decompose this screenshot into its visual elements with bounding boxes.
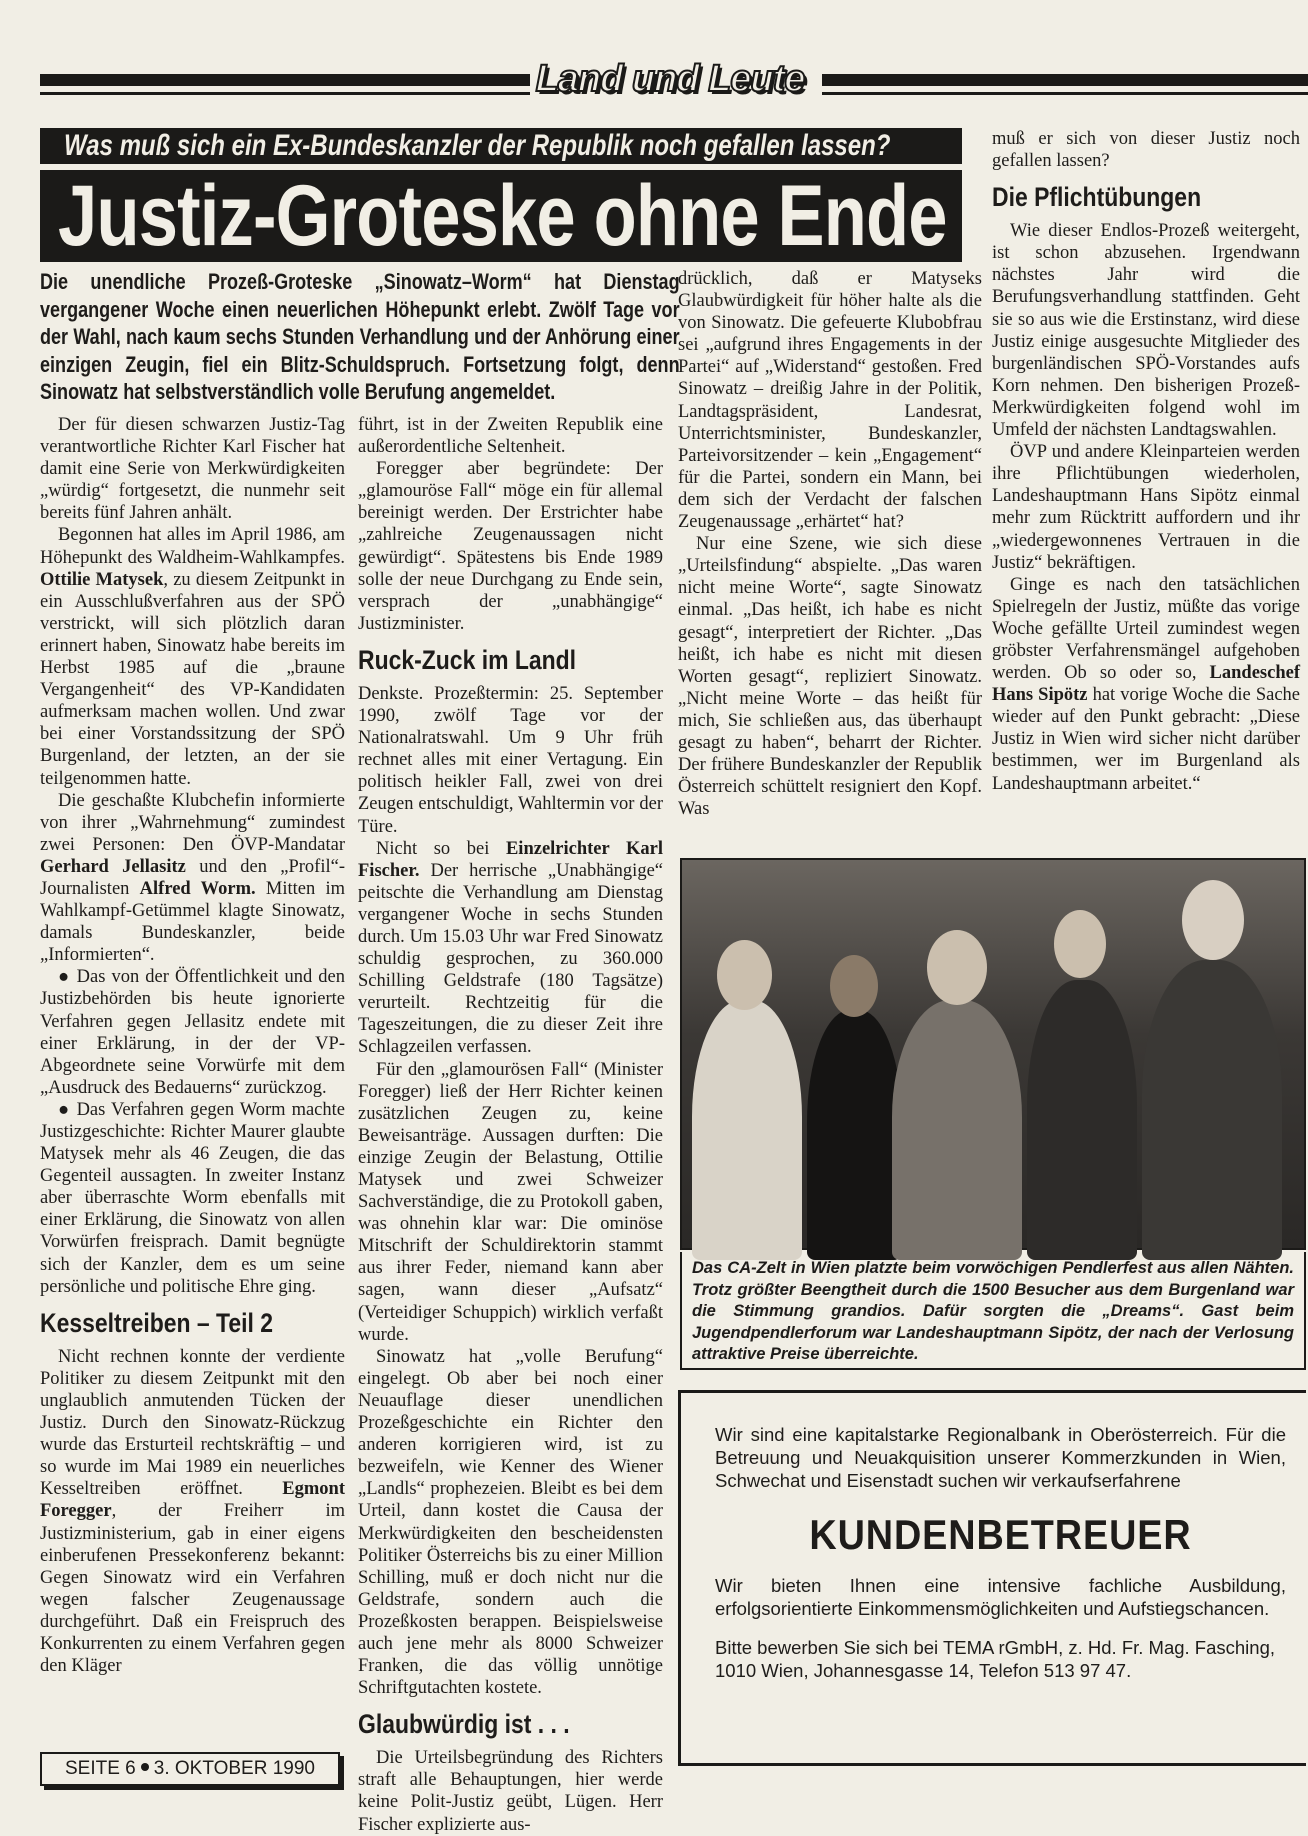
person-head: [717, 940, 772, 1010]
article-paragraph: [40, 966, 345, 1099]
news-photo: [680, 858, 1306, 1250]
text-run: ● Das von der Öffentlichkeit und den Justizbehörden bis heute ignorierte Verfahren gegen Jellasitz endete mit einer Erklärung, in der der VP-Abgeordnete seine Vorwürfe mit dem „Ausdruck des Bedauerns“ zurückzog.: [40, 967, 345, 1098]
subheading: Die Pflichtübungen: [992, 182, 1202, 213]
text-run: Foregger aber begründete: Der „glamouröse Fall“ möge ein für allemal bereinigt werden. Der Erstrichter habe „zahlreiche Zeugenaussagen nicht gewürdigt“. Spätestens bis Ende 1989 solle der neue Durchgang zu Ende sein, versprach der „unabhängige“ Justizminister.: [358, 459, 663, 634]
kicker-bar: [40, 128, 962, 164]
person-figure: [807, 1010, 902, 1260]
article-paragraph: [40, 1099, 345, 1298]
issue-date: 3. OKTOBER 1990: [153, 1758, 315, 1779]
header-rule-right: [822, 74, 1308, 86]
article-paragraph: [358, 1346, 663, 1700]
article-column-2: [358, 414, 663, 1835]
bullet-icon: [141, 1763, 149, 1771]
person-figure: [692, 1000, 802, 1260]
person-figure: [892, 1000, 1022, 1260]
article-paragraph: [992, 220, 1300, 441]
lead-paragraph: Die unendliche Prozeß-Groteske „Sinowatz–Worm“ hat Dienstag vergangener Woche einen neuerlichen Höhepunkt erlebt. Zwölf Tage vor der Wahl, nach kaum sechs Stunden Verhandlung und der Anhörung einer einzigen Zeugin, fiel ein Blitz-Schuldspruch. Fortsetzung folgt, denn Sinowatz hat selbstverständlich volle Berufung angemeldet.: [40, 269, 680, 405]
text-run: Nicht rechnen konnte der verdiente Politiker zu diesem Zeitpunkt mit den unglaublich anmutenden Tücken der Justiz. Durch den Sinowatz-Rückzug wurde das Ersturteil rechtskräftig – und so wurde im Mai 1989 ein neuerliches Kesseltreiben eröffnet.: [40, 1346, 345, 1500]
header-rule-left: [40, 74, 530, 86]
text-run: Der für diesen schwarzen Justiz-Tag verantwortliche Richter Karl Fischer hat damit eine Serie von Merkwürdigkeiten „würdig“ fortgesetzt, die nunmehr seit bereits fünf Jahren anhält.: [40, 415, 345, 524]
ad-contact: Bitte bewerben Sie sich bei TEMA rGmbH, z. Hd. Fr. Mag. Fasching, 1010 Wien, Johannesgasse 14, Telefon 513 97 47.: [715, 1637, 1276, 1681]
text-run: Ginge es nach den tatsächlichen Spielregeln der Justiz, müßte das vorige Woche gefällte Urteil zumindest wegen gröbster Verfahrensmängel aufgehoben werden. Ob so oder so,: [992, 574, 1300, 684]
article-paragraph: [678, 533, 982, 820]
person-figure: [1142, 960, 1282, 1260]
article-column-4: [992, 128, 1300, 848]
person-head: [1182, 880, 1244, 960]
page-number: SEITE 6: [65, 1758, 136, 1779]
text-run: , der Freiherr im Justizministerium, gab in einer eigens einberufenen Pressekonferenz bekannt: Gegen Sinowatz wird ein Verfahren wegen falscher Zeugenaussage durchgeführt. Daß ein Freispruch des Konkurrenten zu einem Verfahren gegen den Kläger: [40, 1501, 345, 1677]
kicker-text: Was muß sich ein Ex-Bundeskanzler der Republik noch gefallen lassen?: [64, 129, 891, 162]
headline-bar: [40, 170, 962, 262]
section-logo: Land und Leute: [535, 58, 805, 100]
text-run: und den „Profil“-Journalisten: [40, 856, 345, 899]
article-paragraph: [40, 524, 345, 789]
bold-name: Alfred Worm.: [139, 878, 256, 899]
article-column-1: [40, 414, 345, 1749]
article-paragraph: [40, 790, 345, 967]
text-run: Der herrische „Unabhängige“ peitschte die Verhandlung am Dienstag vergangener Woche in sechs Stunden durch. Um 15.03 Uhr war Fred Sinowatz schuldig gesprochen, zu 360.000 Schilling Geldstrafe (180 Tagsätze) verurteilt. Rechtzeitig für die Tageszeitungen, die zu dieser Zeit ihre Schlagzeilen verfassen.: [358, 860, 663, 1058]
article-paragraph: [358, 1747, 663, 1835]
bold-name: Landeschef Hans Sipötz: [992, 663, 1300, 706]
text-run: Nur eine Szene, wie sich diese „Urteilsfindung“ abspielte. „Das waren nicht meine Worte“, sagte Sinowatz einmal. „Das heißt, ich habe es nicht gesagt“, interpretiert der Richter. „Das heißt, ich habe es nicht mit diesen Worten gesagt“, repliziert Sinowatz. „Nicht meine Worte – das heißt für mich, Sie schließen aus, das überhaupt gesagt zu haben“, beharrt der Richter. Der frühere Bundeskanzler der Republik Österreich schüttelt resigniert den Kopf. Was: [678, 534, 982, 820]
bold-name: Egmont Foregger: [40, 1479, 345, 1522]
text-run: Mitten im Wahlkampf-Getümmel klagte Sinowatz, damals Bundeskanzler, beide „Informierten“.: [40, 878, 345, 966]
subheading: Kesseltreiben – Teil 2: [40, 1307, 274, 1338]
article-paragraph: [358, 683, 663, 838]
bold-name: Einzelrichter Karl Fischer.: [358, 838, 663, 881]
text-run: Die geschaßte Klubchefin informierte von ihrer „Wahrnehmung“ zumindest zwei Personen: Den ÖVP-Mandatar: [40, 790, 345, 855]
text-run: führt, ist in der Zweiten Republik eine außerordentliche Seltenheit.: [358, 415, 663, 458]
article-paragraph: [40, 414, 345, 524]
bold-name: Ottilie Matysek: [40, 569, 164, 590]
text-run: Für den „glamourösen Fall“ (Minister Foregger) ließ der Herr Richter keinen zusätzlichen Zeugen zu, keine Beweisanträge. Aussagen durften: Die einzige Zeugin der Belastung, Ottilie Matysek und zwei Schweizer Sachverständige, die zu Protokoll gaben, was ohnehin klar war: Die ominöse Mitschrift der Schuldirektorin stammt aus ihrer Feder, niemand kann aber sagen, wann dieser „Aufsatz“ (Verteidiger Schuppich) wirklich verfaßt wurde.: [358, 1059, 663, 1345]
ad-offer: Wir bieten Ihnen eine intensive fachliche Ausbildung, erfolgsorientierte Einkommensmöglichkeiten und Aufstiegschancen.: [715, 1575, 1286, 1619]
page-footer: [40, 1752, 340, 1786]
text-run: ÖVP und andere Kleinparteien werden ihre Pflichtübungen wiederholen, Landeshauptmann Hans Sipötz einmal mehr zum Rücktritt auffordern und ihr „wiedergewonnenes Vertrauen in die Justiz“ bekräftigen.: [992, 442, 1300, 573]
subheading: Ruck-Zuck im Landl: [358, 644, 577, 675]
article-paragraph: [358, 838, 663, 1059]
text-run: Nicht so bei: [376, 838, 506, 859]
article-paragraph: [992, 574, 1300, 795]
text-run: Die Urteilsbegründung des Richters straft alle Behauptungen, hier werde keine Polit-Justiz geübt, Lügen. Herr Fischer explizierte aus-: [358, 1748, 663, 1835]
article-column-3: [678, 268, 982, 850]
text-run: hat vorige Woche die Sache wieder auf den Punkt gebracht: „Diese Justiz in Wien wird sicher nicht darüber bestimmen, wer im Burgenland als Landeshauptmann arbeitet.“: [992, 685, 1300, 794]
text-run: Wie dieser Endlos-Prozeß weitergeht, ist schon abzusehen. Irgendwann nächstes Jahr wird die Berufungsverhandlung stattfinden. Geht sie so aus wie die Erstinstanz, wird diese Justiz einige ausgesuchte Mitglieder des burgenländischen SPÖ-Vorstandes aufs Korn nehmen. Den bisherigen Prozeß-Merkwürdigkeiten folgend wohl im Umfeld der nächsten Landtagswahlen.: [992, 221, 1300, 441]
headline: Justiz-Groteske ohne Ende: [58, 168, 947, 264]
article-paragraph: [358, 458, 663, 635]
person-head: [1054, 910, 1106, 978]
text-run: muß er sich von dieser Justiz noch gefallen lassen?: [992, 129, 1300, 172]
ad-intro: Wir sind eine kapitalstarke Regionalbank in Oberösterreich. Für die Betreuung und Neuakquisition unserer Kommerzkunden in Wien, Schwechat und Eisenstadt suchen wir verkaufserfahrene: [715, 1424, 1286, 1491]
person-figure: [1027, 980, 1137, 1260]
header-rule-right-thin: [822, 92, 1308, 95]
text-run: drücklich, daß er Matyseks Glaubwürdigkeit für höher halte als die von Sinowatz. Die gefeuerte Klubobfrau sei „aufgrund ihres Engagements in der Partei“ auf „Widerstand“ gestoßen. Fred Sinowatz – dreißig Jahre in der Politik, Landtagspräsident, Landesrat, Unterrichtsminister, Bundeskanzler, Parteivorsitzender – kein „Engagement“ für die Partei, sondern ein Mann, bei dem sich der Verdacht der falschen Zeugenaussage „erhärtet“ hat?: [678, 269, 982, 533]
article-paragraph: [678, 268, 982, 533]
ad-title: KUNDENBETREUER: [809, 1511, 1192, 1558]
article-paragraph: [992, 441, 1300, 574]
job-advertisement: [678, 1390, 1306, 1766]
article-paragraph: [358, 1059, 663, 1346]
bold-name: Gerhard Jellasitz: [40, 856, 186, 877]
header-rule-left-thin: [40, 92, 530, 95]
text-run: Sinowatz hat „volle Berufung“ eingelegt. Ob aber bei noch einer Neuauflage dieser unendlichen Prozeßgeschichte ein Richter den anderen korrigieren wird, ist zu bezweifeln, wie Kenner des Wiener „Landls“ prophezeien. Bleibt es bei dem Urteil, dann kostet die Causa der Merkwürdigkeiten den bescheidensten Politiker Österreichs bis zu einer Million Schilling, muß er doch nicht nur die Geldstrafe, sondern auch die Prozeßkosten berappen. Beispielsweise auch jene mehr als 8000 Schweizer Franken, die das völlig unnötige Schriftgutachten kostete.: [358, 1346, 663, 1699]
text-run: Denkste. Prozeßtermin: 25. September 1990, zwölf Tage vor der Nationalratswahl. Um 9 Uhr früh rechnet alles mit einer Vertagung. Ein politisch heikler Fall, zwei von drei Zeugen entschuldigt, Wahltermin vor der Türe.: [358, 683, 663, 837]
text-run: , zu diesem Zeitpunkt in ein Ausschlußverfahren aus der SPÖ verstrickt, will sich plötzlich daran erinnert haben, Sinowatz habe bereits im Herbst 1985 auf die „braune Vergangenheit“ des VP-Kandidaten aufmerksam machen wollen. Und zwar bei einer Vorstandssitzung der SPÖ Burgenland, der letzten, an der sie teilgenommen hatte.: [40, 569, 345, 789]
photo-caption: Das CA-Zelt in Wien platzte beim vorwöchigen Pendlerfest aus allen Nähten. Trotz größter Beengtheit durch die 1500 Besucher aus dem Burgenland war die Stimmung grandios. Dafür sorgten die „Dreams“. Gast beim Jugendpendlerforum war Landeshauptmann Sipötz, der nach der Verlosung attraktive Preise überreichte.: [680, 1252, 1306, 1370]
person-head: [927, 930, 987, 1005]
article-paragraph: [358, 414, 663, 458]
text-run: Begonnen hat alles im April 1986, am Höhepunkt des Waldheim-Wahlkampfes.: [40, 525, 345, 568]
person-head: [830, 955, 878, 1017]
subheading: Glaubwürdig ist . . .: [358, 1709, 570, 1740]
text-run: ● Das Verfahren gegen Worm machte Justizgeschichte: Richter Maurer glaubte Matysek mehr als 46 Zeugen, die das Gegenteil aussagten. In zweiter Instanz aber überraschte Worm ebenfalls mit einer Erklärung, die Sinowatz von allen Vorwürfen freisprach. Damit begnügte sich der Kanzler, dem es um seine persönliche und politische Ehre ging.: [40, 1099, 345, 1297]
article-paragraph: [992, 128, 1300, 172]
article-paragraph: [40, 1346, 345, 1677]
